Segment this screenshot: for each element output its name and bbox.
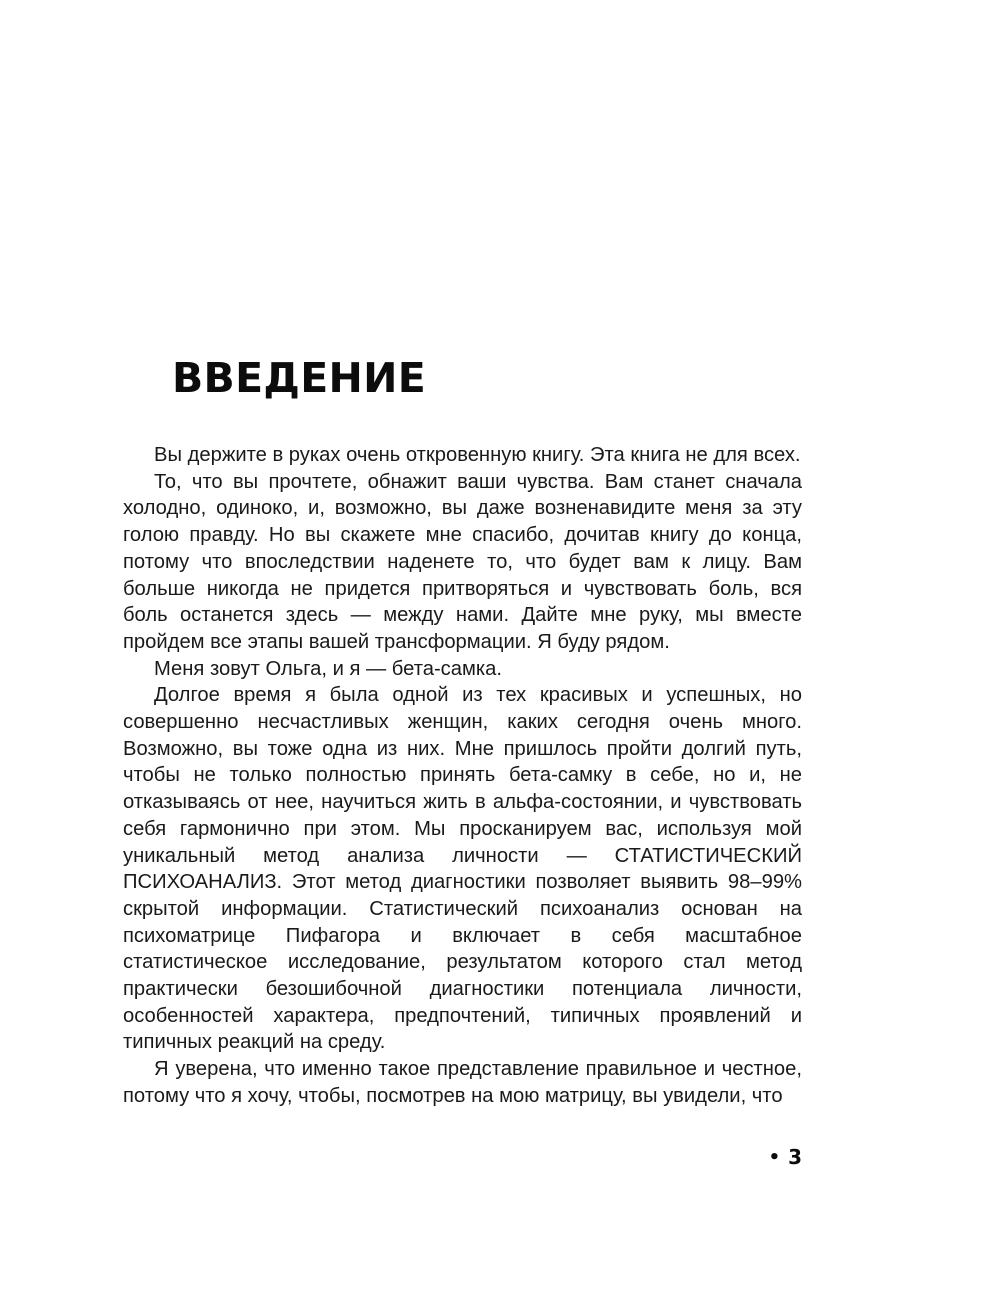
chapter-title: ВВЕДЕНИЕ (172, 354, 427, 402)
page-bullet-icon: • (768, 1147, 781, 1168)
paragraph-feelings: То, что вы прочтете, обнажит ваши чувства. Вам станет сначала холодно, одиноко, и, возможно, вы даже возненавидите меня за эту голою правду. Но вы скажете мне спасибо, дочитав книгу до конца, потому что впоследствии наденете то, что будет вам к лицу. Вам больше никогда не придется притворяться и чувствовать боль, вся боль останется здесь — между нами. Дайте мне руку, мы вместе пройдем все этапы вашей трансформации. Я буду рядом. (123, 470, 802, 653)
body-text (123, 442, 802, 1110)
paragraph-intro: Вы держите в руках очень откровенную книгу. Эта книга не для всех. (154, 444, 801, 466)
page-number: 3 (788, 1145, 802, 1169)
paragraph-name: Меня зовут Ольга, и я — бета-самка. (154, 657, 502, 680)
page-footer (769, 1144, 802, 1171)
paragraph-conclusion: Я уверена, что именно такое представление правильное и честное, потому что я хочу, чтобы, посмотрев на мою матрицу, вы увидели, что (123, 1058, 802, 1107)
paragraph-method: Долгое время я была одной из тех красивых и успешных, но совершенно несчастливых женщин, каких сегодня очень много. Возможно, вы тоже одна из них. Мне пришлось пройти долгий путь, чтобы не только полностью принять бета-самку в себе, но и, не отказываясь от нее, научиться жить в альфа-состоянии, и чувствовать себя гармонично при этом. Мы просканируем вас, используя мой уникальный метод анализа личности — СТАТИСТИЧЕСКИЙ ПСИХОАНАЛИЗ. Этот метод диагностики позволяет выявить 98–99% скрытой информации. Статистический психоанализ основан на психоматрице Пифагора и включает в себя масштабное статистическое исследование, результатом которого стал метод практически безошибочной диагностики потенциала личности, особенностей характера, предпочтений, типичных проявлений и типичных реакций на среду. (123, 684, 802, 1054)
